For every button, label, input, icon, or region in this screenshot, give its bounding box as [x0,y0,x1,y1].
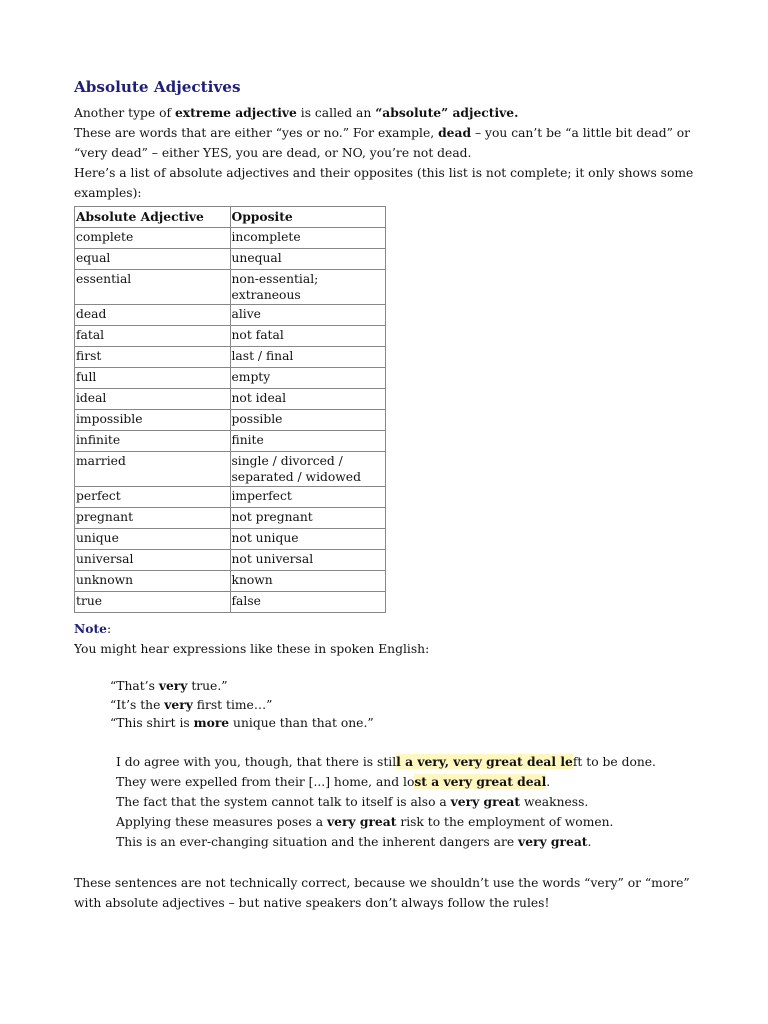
table-row [75,487,386,508]
table-row [75,270,386,305]
table-header-row [75,207,386,228]
table-cell-adjective: dead [75,305,231,326]
quote-text: “That’s [110,679,159,693]
table-row [75,571,386,592]
intro-term-absolute-adjective: “absolute” adjective. [375,105,519,120]
example-text-end: weakness. [520,794,589,809]
table-cell-opposite: non-essential; extraneous [230,270,386,305]
quote-text: “This shirt is [110,716,194,731]
table-cell-adjective: infinite [75,431,231,452]
table-cell-opposite: false [230,592,386,613]
table-row [75,368,386,389]
table-cell-opposite: incomplete [230,228,386,249]
intro-line-1 [74,103,702,123]
intro-line-2-rest: – you can’t be “a little bit dead” or “very dead” – either YES, you are dead, or NO, you’re not dead. [74,126,691,160]
table-row [75,305,386,326]
list-item [116,752,702,772]
example-text: They were expelled from their [...] home, and lo [116,774,415,789]
quote-emphasis: more [193,715,230,731]
table-cell-adjective: complete [75,228,231,249]
intro-term-extreme-adjective: extreme adjective [174,105,297,120]
list-item [116,832,702,852]
quote-text-end: unique than that one.” [229,716,374,731]
example-text: This is an ever-changing situation and the inherent dangers are [116,834,519,849]
note-lead: You might hear expressions like these in spoken English: [74,642,430,656]
table-cell-adjective: unique [75,529,231,550]
example-text: I do agree with you, though, that there is stil [116,754,397,769]
document-page [74,76,702,913]
table-cell-adjective: ideal [75,389,231,410]
list-item [116,772,702,792]
table-cell-adjective: impossible [75,410,231,431]
highlighted-phrase: st a very great deal [414,773,547,789]
spoken-examples [110,677,702,733]
example-text-end: ft to be done. [572,754,656,769]
list-item [110,696,702,715]
intro-line-1-text: Another type of [74,106,175,120]
list-item [116,812,702,832]
table-cell-opposite: not pregnant [230,508,386,529]
table-cell-adjective: perfect [75,487,231,508]
list-item [110,677,702,696]
intro-line-1-mid: is called an [296,106,376,120]
quote-text: “It’s the [110,697,165,712]
absolute-adjectives-table [74,206,386,613]
table-cell-opposite: finite [230,431,386,452]
quote-emphasis: very [164,696,193,712]
table-row [75,347,386,368]
intro-term-dead: dead [438,125,472,140]
table-cell-opposite: alive [230,305,386,326]
table-cell-adjective: pregnant [75,508,231,529]
example-text-end: . [587,834,592,849]
table-cell-opposite: possible [230,410,386,431]
table-cell-opposite: not ideal [230,389,386,410]
note-colon: : [106,622,112,636]
highlighted-phrase: l a very, very great deal le [396,753,573,769]
column-header-absolute-adjective: Absolute Adjective [75,207,231,228]
table-cell-adjective: essential [75,270,231,305]
table-cell-adjective: first [75,347,231,368]
table-cell-opposite: known [230,571,386,592]
example-emphasis: very great [518,833,588,849]
conclusion-paragraph: These sentences are not technically correct, because we shouldn’t use the words “very” or “more” with absolute adjectives – but native speakers don’t always follow the rules! [74,875,690,910]
table-cell-opposite: empty [230,368,386,389]
table-cell-opposite: not universal [230,550,386,571]
table-row [75,410,386,431]
example-text: The fact that the system cannot talk to itself is also a [116,794,451,809]
table-row [75,452,386,487]
table-row [75,529,386,550]
table-row [75,592,386,613]
table-row [75,550,386,571]
table-cell-opposite: imperfect [230,487,386,508]
note-label: Note [74,621,107,636]
example-text-end: risk to the employment of women. [396,814,614,829]
table-cell-adjective: fatal [75,326,231,347]
table-row [75,326,386,347]
example-text: Applying these measures poses a [116,814,327,829]
table-cell-opposite: not unique [230,529,386,550]
table-cell-adjective: full [75,368,231,389]
quote-text-end: first time…” [192,697,273,712]
page-title: Absolute Adjectives [74,78,241,96]
example-text-end: . [546,774,551,789]
table-cell-opposite: unequal [230,249,386,270]
table-cell-opposite: not fatal [230,326,386,347]
table-row [75,508,386,529]
table-cell-adjective: true [75,592,231,613]
intro-line-2-text: These are words that are either “yes or no.” For example, [74,126,439,140]
note-heading [74,619,702,639]
list-item [110,714,702,733]
example-emphasis: very great [326,813,397,829]
table-row [75,431,386,452]
written-examples [116,752,702,852]
table-cell-adjective: married [75,452,231,487]
table-cell-opposite: last / final [230,347,386,368]
quote-emphasis: very [158,678,188,693]
table-cell-adjective: unknown [75,571,231,592]
example-emphasis: very great [450,793,521,809]
column-header-opposite: Opposite [230,207,386,228]
intro-line-2 [74,123,702,163]
table-row [75,249,386,270]
table-cell-adjective: universal [75,550,231,571]
list-item [116,792,702,812]
table-cell-opposite: single / divorced / separated / widowed [230,452,386,487]
table-row [75,389,386,410]
quote-text-end: true.” [187,679,228,693]
table-row [75,228,386,249]
intro-line-3: Here’s a list of absolute adjectives and their opposites (this list is not complete; it only shows some examples): [74,166,694,200]
table-cell-adjective: equal [75,249,231,270]
